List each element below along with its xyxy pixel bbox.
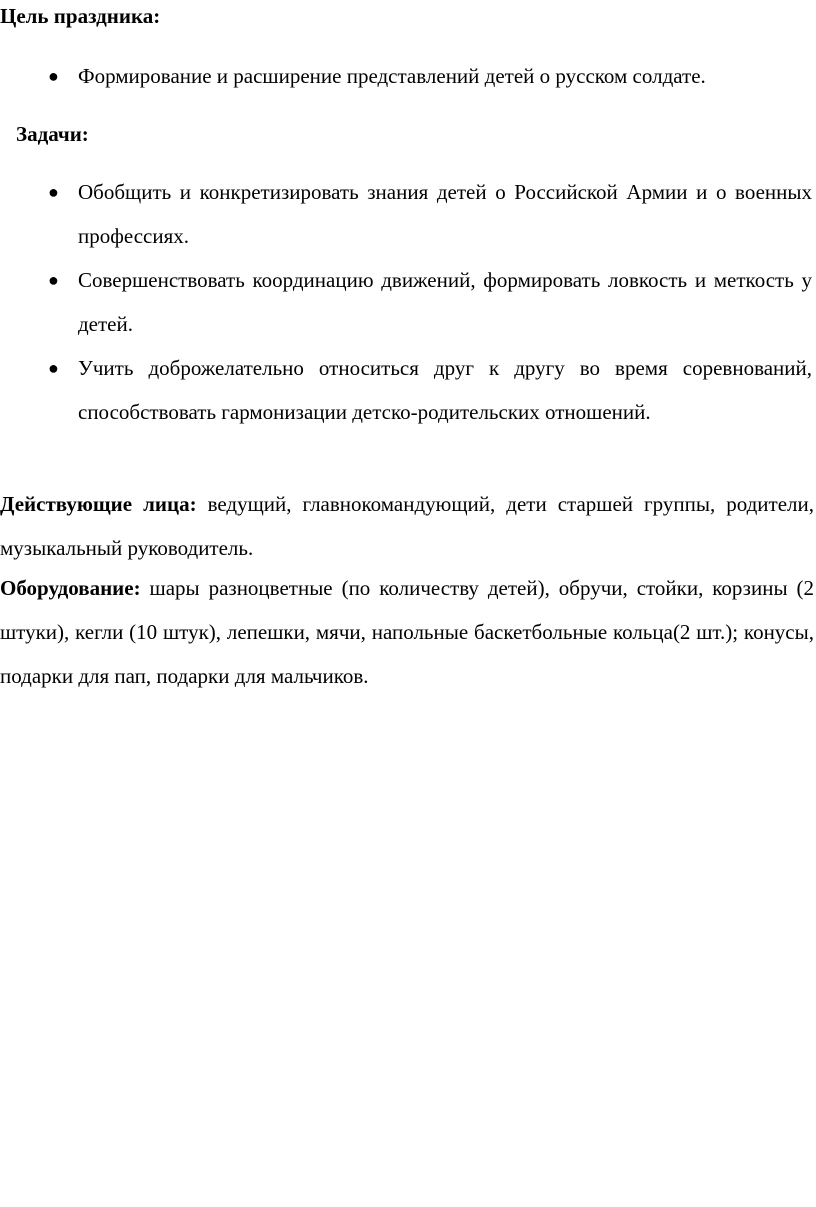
characters-label: Действующие лица:	[0, 492, 197, 516]
equipment-text: шары разноцветные (по количеству детей), обручи, стойки, корзины (2 штуки), кегли (10 штук), лепешки, мячи, напольные баскетбольные кольца(2 шт.); конусы, подарки для пап, подарки для мальчиков.	[0, 576, 814, 688]
task-item-text: Учить доброжелательно относиться друг к другу во время соревнований, способствовать гармонизации детско-родительских отношений.	[78, 356, 812, 424]
tasks-list	[0, 170, 816, 434]
task-item-text: Совершенствовать координацию движений, формировать ловкость и меткость у детей.	[78, 268, 812, 336]
goal-heading: Цель праздника:	[0, 4, 161, 28]
bullet-icon: ●	[48, 270, 59, 290]
tasks-heading: Задачи:	[16, 122, 89, 146]
task-item-text: Обобщить и конкретизировать знания детей о Российской Армии и о военных профессиях.	[78, 180, 812, 248]
bullet-icon: ●	[48, 358, 59, 378]
task-item	[0, 170, 816, 258]
characters-text: ведущий, главнокомандующий, дети старшей группы, родители, музыкальный руководитель.	[0, 492, 814, 560]
equipment-label: Оборудование:	[0, 576, 141, 600]
task-item	[0, 346, 816, 434]
goal-item	[0, 54, 816, 98]
bullet-icon: ●	[48, 182, 59, 202]
task-item	[0, 258, 816, 346]
equipment-paragraph	[0, 566, 814, 698]
goal-item-text: Формирование и расширение представлений детей о русском солдате.	[78, 64, 706, 88]
goal-list	[0, 54, 816, 98]
characters-paragraph	[0, 482, 814, 570]
bullet-icon: ●	[48, 66, 59, 86]
